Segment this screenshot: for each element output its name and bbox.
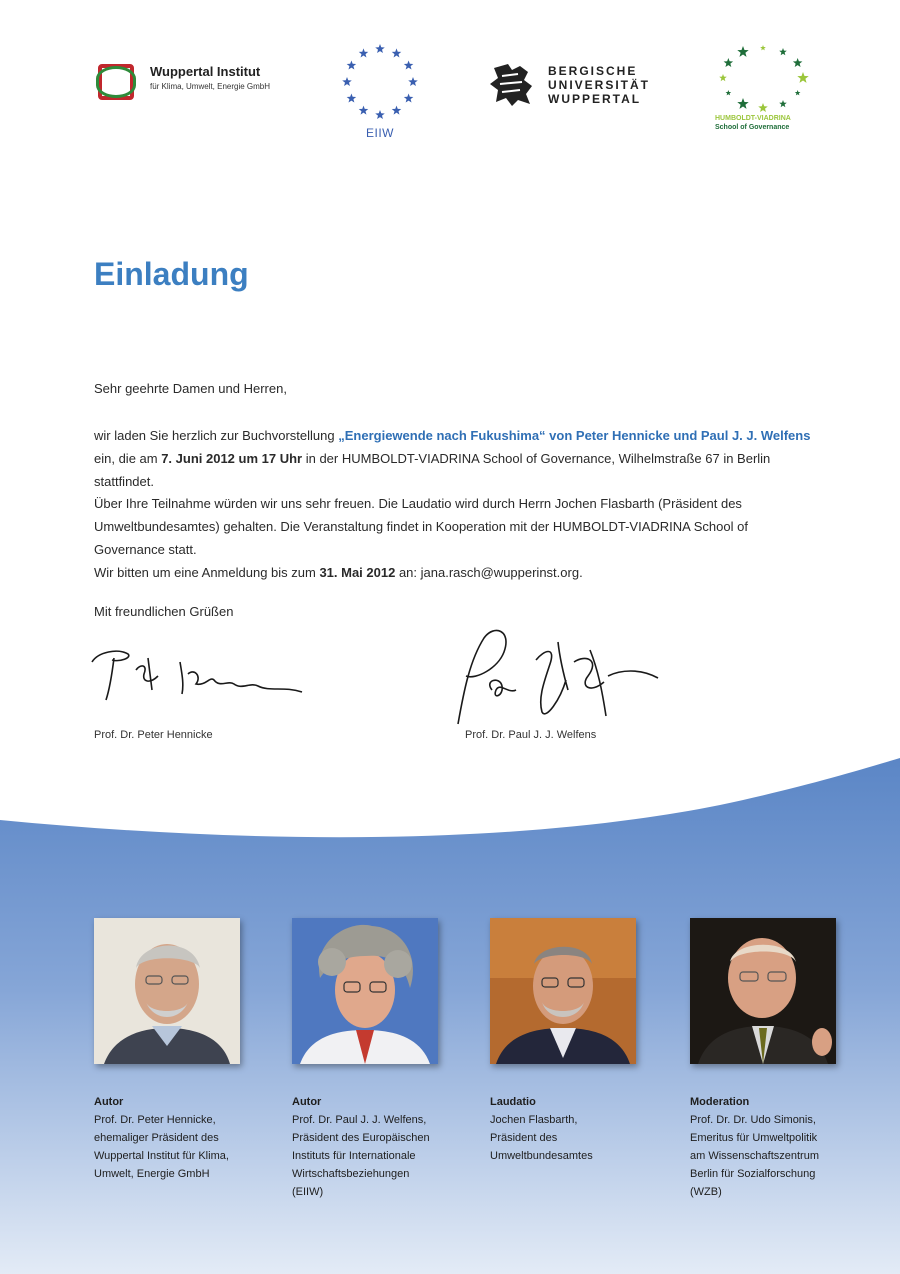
eiiw-label: EIIW bbox=[366, 126, 394, 140]
body-p3-a: Wir bitten um eine Anmeldung bis zum bbox=[94, 564, 320, 580]
person-caption-4 bbox=[690, 1093, 855, 1201]
person-2-line: (EIIW) bbox=[292, 1186, 324, 1198]
person-4-line: Berlin für Sozialforschung bbox=[690, 1168, 816, 1180]
person-caption-1 bbox=[94, 1093, 259, 1183]
person-role-3: Laudatio bbox=[490, 1096, 536, 1108]
person-caption-3 bbox=[490, 1093, 655, 1165]
rsvp-date: 31. Mai 2012 bbox=[319, 564, 396, 580]
person-2-line: Instituts für Internationale bbox=[292, 1150, 416, 1162]
person-1-line: Prof. Dr. Peter Hennicke, bbox=[94, 1114, 216, 1126]
body-p1-b: ein, die am bbox=[94, 450, 162, 466]
person-4-line: (WZB) bbox=[690, 1186, 722, 1198]
hv-line-2: School of Governance bbox=[715, 124, 790, 131]
person-3-line: Präsident des bbox=[490, 1132, 558, 1144]
person-3-line: Umweltbundesamtes bbox=[490, 1150, 593, 1162]
person-4-line: Prof. Dr. Dr. Udo Simonis, bbox=[690, 1114, 816, 1126]
hv-line-1: HUMBOLDT-VIADRINA bbox=[715, 115, 791, 122]
person-2-line: Prof. Dr. Paul J. J. Welfens, bbox=[292, 1114, 427, 1126]
buw-line-1: BERGISCHE bbox=[548, 64, 638, 78]
person-1-line: ehemaliger Präsident des bbox=[94, 1132, 219, 1144]
person-2-line: Präsident des Europäischen bbox=[292, 1132, 430, 1144]
wuppertal-institut-subline: für Klima, Umwelt, Energie GmbH bbox=[150, 82, 271, 91]
hv-star-ring-icon bbox=[705, 42, 825, 114]
person-3-line: Jochen Flasbarth, bbox=[490, 1114, 578, 1126]
body-p3-b: an: jana.rasch@wupperinst.org. bbox=[395, 564, 583, 580]
event-date: 7. Juni 2012 um 17 Uhr bbox=[161, 450, 303, 466]
page-title: Einladung bbox=[94, 256, 249, 292]
lion-crest-icon bbox=[488, 60, 538, 110]
bergische-universitaet-logo bbox=[488, 60, 678, 112]
buw-line-2: UNIVERSITÄT bbox=[548, 78, 651, 92]
person-role-4: Moderation bbox=[690, 1096, 750, 1108]
eiiw-star-ring-icon bbox=[335, 40, 425, 124]
signatory-name-1: Prof. Dr. Peter Hennicke bbox=[94, 729, 213, 741]
portrait-simonis bbox=[690, 918, 836, 1064]
person-1-line: Wuppertal Institut für Klima, bbox=[94, 1150, 229, 1162]
person-caption-2 bbox=[292, 1093, 457, 1201]
person-1-line: Umwelt, Energie GmbH bbox=[94, 1168, 210, 1180]
signature-welfens bbox=[440, 620, 670, 730]
body-p2: Über Ihre Teilnahme würden wir uns sehr freuen. Die Laudatio wird durch Herrn Jochen Flasbarth (Präsident des Umweltbundesamtes) gehalten. Die Veranstaltung findet in Kooperation mit der HUMBOLDT-VIADRINA School of Governance statt. bbox=[94, 496, 748, 557]
signatory-name-2: Prof. Dr. Paul J. J. Welfens bbox=[465, 729, 597, 741]
person-4-line: am Wissenschaftszentrum bbox=[690, 1150, 819, 1162]
portrait-flasbarth bbox=[490, 918, 636, 1064]
portrait-welfens bbox=[292, 918, 438, 1064]
buw-line-3: WUPPERTAL bbox=[548, 92, 642, 106]
portrait-hennicke bbox=[94, 918, 240, 1064]
salutation: Sehr geehrte Damen und Herren, bbox=[94, 381, 287, 396]
person-2-line: Wirtschaftsbeziehungen bbox=[292, 1168, 410, 1180]
signature-hennicke bbox=[88, 640, 318, 710]
person-role-2: Autor bbox=[292, 1096, 322, 1108]
body-p1-c: in der HUMBOLDT-VIADRINA School of Governance, Wilhelmstraße 67 in Berlin stattfindet. bbox=[94, 450, 771, 489]
wuppertal-institut-name: Wuppertal Institut bbox=[150, 64, 261, 79]
person-4-line: Emeritus für Umweltpolitik bbox=[690, 1132, 818, 1144]
humboldt-viadrina-logo bbox=[705, 42, 825, 142]
wuppertal-ring-mark bbox=[96, 66, 136, 98]
invitation-body bbox=[94, 425, 814, 585]
body-p1-a: wir laden Sie herzlich zur Buchvorstellung bbox=[94, 428, 339, 443]
wuppertal-institut-logo bbox=[96, 62, 296, 112]
book-title-highlight: „Energiewende nach Fukushima“ von Peter Hennicke und Paul J. J. Welfens bbox=[338, 428, 811, 443]
eiiw-logo bbox=[335, 40, 425, 140]
closing: Mit freundlichen Grüßen bbox=[94, 604, 234, 619]
person-role-1: Autor bbox=[94, 1096, 124, 1108]
